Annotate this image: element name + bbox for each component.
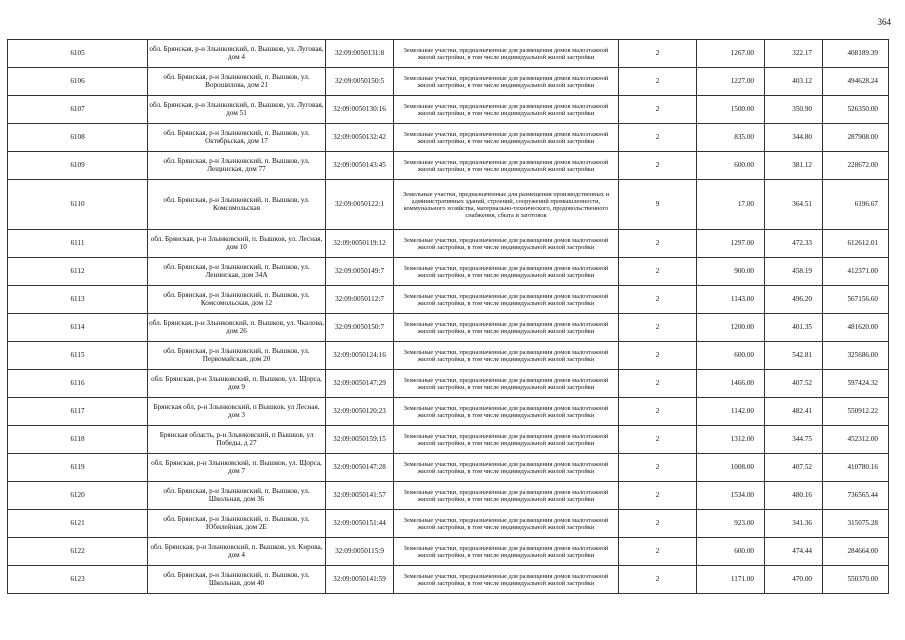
cadastral-number-cell: 32:09:0050147:28: [326, 454, 394, 482]
area-cell: 1200.00: [697, 314, 765, 342]
cadastral-value-cell: 597424.32: [823, 370, 889, 398]
specific-value-cell: 407.52: [765, 454, 823, 482]
group-cell: 9: [619, 180, 697, 230]
group-cell: 2: [619, 258, 697, 286]
area-cell: 600.00: [697, 538, 765, 566]
group-cell: 2: [619, 40, 697, 68]
group-cell: 2: [619, 96, 697, 124]
specific-value-cell: 350.90: [765, 96, 823, 124]
specific-value-cell: 470.00: [765, 566, 823, 594]
permitted-use-cell: Земельные участки, предназначенные для размещения производственных и административных зданий, строений, сооружений промышленности, коммунального хозяйства, материально-технического, продовольственного снабжения, сбыта и заготовок: [394, 180, 619, 230]
group-cell: 2: [619, 230, 697, 258]
cadastral-value-cell: 612612.01: [823, 230, 889, 258]
area-cell: 1500.00: [697, 96, 765, 124]
area-cell: 1534.00: [697, 482, 765, 510]
permitted-use-cell: Земельные участки, предназначенные для размещения домов малоэтажной жилой застройки, в том числе индивидуальной жилой застройки: [394, 482, 619, 510]
permitted-use-cell: Земельные участки, предназначенные для размещения домов малоэтажной жилой застройки, в том числе индивидуальной жилой застройки: [394, 538, 619, 566]
row-number: 6105: [8, 40, 148, 68]
cadastral-number-cell: 32:09:0050151:44: [326, 510, 394, 538]
row-number: 6107: [8, 96, 148, 124]
cadastral-value-cell: 736565.44: [823, 482, 889, 510]
area-cell: 1267.00: [697, 40, 765, 68]
specific-value-cell: 322.17: [765, 40, 823, 68]
permitted-use-cell: Земельные участки, предназначенные для размещения домов малоэтажной жилой застройки, в том числе индивидуальной жилой застройки: [394, 124, 619, 152]
specific-value-cell: 496.20: [765, 286, 823, 314]
address-cell: обл. Брянская, р-н Злынковский, п. Вышков, ул. Октябрьская, дом 17: [148, 124, 326, 152]
row-number: 6109: [8, 152, 148, 180]
permitted-use-cell: Земельные участки, предназначенные для размещения домов малоэтажной жилой застройки, в том числе индивидуальной жилой застройки: [394, 566, 619, 594]
permitted-use-cell: Земельные участки, предназначенные для размещения домов малоэтажной жилой застройки, в том числе индивидуальной жилой застройки: [394, 342, 619, 370]
cadastral-number-cell: 32:09:0050141:59: [326, 566, 394, 594]
group-cell: 2: [619, 370, 697, 398]
address-cell: Брянская обл, р-н Злынковский, п Вышков, ул Лесная, дом 3: [148, 398, 326, 426]
table-row: [8, 286, 889, 314]
table-row: [8, 314, 889, 342]
table-row: [8, 398, 889, 426]
table-body: [8, 40, 889, 594]
permitted-use-cell: Земельные участки, предназначенные для размещения домов малоэтажной жилой застройки, в том числе индивидуальной жилой застройки: [394, 230, 619, 258]
cadastral-value-cell: 325686.00: [823, 342, 889, 370]
cadastral-number-cell: 32:09:0050115:9: [326, 538, 394, 566]
permitted-use-cell: Земельные участки, предназначенные для размещения домов малоэтажной жилой застройки, в том числе индивидуальной жилой застройки: [394, 454, 619, 482]
permitted-use-cell: Земельные участки, предназначенные для размещения домов малоэтажной жилой застройки, в том числе индивидуальной жилой застройки: [394, 286, 619, 314]
table-row: [8, 258, 889, 286]
group-cell: 2: [619, 68, 697, 96]
row-number: 6121: [8, 510, 148, 538]
table-row: [8, 230, 889, 258]
row-number: 6112: [8, 258, 148, 286]
address-cell: обл. Брянская, р-н Злынковский, п. Вышков, ул. Луговая, дом 51: [148, 96, 326, 124]
area-cell: 835.00: [697, 124, 765, 152]
specific-value-cell: 542.81: [765, 342, 823, 370]
address-cell: обл. Брянская, р-н Злынковский, п. Вышков, ул. Первомайская, дом 20: [148, 342, 326, 370]
specific-value-cell: 381.12: [765, 152, 823, 180]
cadastral-number-cell: 32:09:0050150:7: [326, 314, 394, 342]
address-cell: обл. Брянская, р-н Злынковский, п. Вышков, ул. Кирова, дом 4: [148, 538, 326, 566]
address-cell: обл. Брянская, р-н Злынковский, п. Вышков, ул. Чкалова, дом 26: [148, 314, 326, 342]
address-cell: обл. Брянская, р-н Злынковский, п. Вышков, ул. Юбилейная, дом 2Е: [148, 510, 326, 538]
table-row: [8, 510, 889, 538]
row-number: 6123: [8, 566, 148, 594]
table-row: [8, 342, 889, 370]
specific-value-cell: 341.36: [765, 510, 823, 538]
permitted-use-cell: Земельные участки, предназначенные для размещения домов малоэтажной жилой застройки, в том числе индивидуальной жилой застройки: [394, 68, 619, 96]
specific-value-cell: 407.52: [765, 370, 823, 398]
permitted-use-cell: Земельные участки, предназначенные для размещения домов малоэтажной жилой застройки, в том числе индивидуальной жилой застройки: [394, 40, 619, 68]
cadastral-value-cell: 412371.00: [823, 258, 889, 286]
group-cell: 2: [619, 152, 697, 180]
permitted-use-cell: Земельные участки, предназначенные для размещения домов малоэтажной жилой застройки, в том числе индивидуальной жилой застройки: [394, 258, 619, 286]
cadastral-number-cell: 32:09:0050150:5: [326, 68, 394, 96]
cadastral-value-cell: 494628.24: [823, 68, 889, 96]
group-cell: 2: [619, 566, 697, 594]
group-cell: 2: [619, 538, 697, 566]
specific-value-cell: 458.19: [765, 258, 823, 286]
cadastral-value-cell: 410780.16: [823, 454, 889, 482]
specific-value-cell: 403.12: [765, 68, 823, 96]
specific-value-cell: 482.41: [765, 398, 823, 426]
area-cell: 600.00: [697, 152, 765, 180]
area-cell: 600.00: [697, 342, 765, 370]
row-number: 6114: [8, 314, 148, 342]
specific-value-cell: 344.80: [765, 124, 823, 152]
table-row: [8, 180, 889, 230]
group-cell: 2: [619, 454, 697, 482]
cadastral-number-cell: 32:09:0050143:45: [326, 152, 394, 180]
group-cell: 2: [619, 482, 697, 510]
row-number: 6120: [8, 482, 148, 510]
table-row: [8, 426, 889, 454]
specific-value-cell: 472.33: [765, 230, 823, 258]
permitted-use-cell: Земельные участки, предназначенные для размещения домов малоэтажной жилой застройки, в том числе индивидуальной жилой застройки: [394, 370, 619, 398]
cadastral-number-cell: 32:09:0050132:42: [326, 124, 394, 152]
address-cell: обл. Брянская, р-н Злынковский, п. Вышков, ул. Лещинская, дом 77: [148, 152, 326, 180]
group-cell: 2: [619, 124, 697, 152]
group-cell: 2: [619, 314, 697, 342]
cadastral-value-cell: 481620.00: [823, 314, 889, 342]
cadastral-value-cell: 550912.22: [823, 398, 889, 426]
cadastral-number-cell: 32:09:0050130:16: [326, 96, 394, 124]
row-number: 6116: [8, 370, 148, 398]
permitted-use-cell: Земельные участки, предназначенные для размещения домов малоэтажной жилой застройки, в том числе индивидуальной жилой застройки: [394, 96, 619, 124]
cadastral-value-cell: 315075.28: [823, 510, 889, 538]
cadastral-number-cell: 32:09:0050120:23: [326, 398, 394, 426]
area-cell: 1312.00: [697, 426, 765, 454]
table-row: [8, 152, 889, 180]
area-cell: 1143.00: [697, 286, 765, 314]
table-row: [8, 538, 889, 566]
group-cell: 2: [619, 398, 697, 426]
row-number: 6115: [8, 342, 148, 370]
cadastral-number-cell: 32:09:0050147:29: [326, 370, 394, 398]
row-number: 6106: [8, 68, 148, 96]
cadastral-number-cell: 32:09:0050119:12: [326, 230, 394, 258]
specific-value-cell: 364.51: [765, 180, 823, 230]
address-cell: обл. Брянская, р-н Злынковский, п. Вышков, ул. Комсомольская: [148, 180, 326, 230]
cadastral-number-cell: 32:09:0050112:7: [326, 286, 394, 314]
page-number: 364: [877, 17, 891, 27]
address-cell: обл. Брянская, р-н Злынковский, п. Вышков, ул. Школьная, дом 40: [148, 566, 326, 594]
cadastral-value-cell: 6196.67: [823, 180, 889, 230]
address-cell: обл. Брянская, р-н Злынковский, п. Вышков, ул. Комсомольская, дом 12: [148, 286, 326, 314]
table-row: [8, 68, 889, 96]
table-row: [8, 454, 889, 482]
specific-value-cell: 401.35: [765, 314, 823, 342]
area-cell: 1008.00: [697, 454, 765, 482]
specific-value-cell: 480.16: [765, 482, 823, 510]
address-cell: обл. Брянская, р-н Злынковский, п. Вышков, ул. Школьная, дом 36: [148, 482, 326, 510]
address-cell: обл. Брянская, р-н Злынковский, п. Вышков, ул. Щорса, дом 7: [148, 454, 326, 482]
specific-value-cell: 474.44: [765, 538, 823, 566]
cadastral-value-table: [7, 39, 889, 594]
cadastral-value-cell: 228672.00: [823, 152, 889, 180]
group-cell: 2: [619, 286, 697, 314]
table-row: [8, 566, 889, 594]
row-number: 6110: [8, 180, 148, 230]
permitted-use-cell: Земельные участки, предназначенные для размещения домов малоэтажной жилой застройки, в том числе индивидуальной жилой застройки: [394, 398, 619, 426]
cadastral-value-cell: 567156.60: [823, 286, 889, 314]
cadastral-value-cell: 452312.00: [823, 426, 889, 454]
address-cell: обл. Брянская, р-н Злынковский, п. Вышков, ул. Лесная, дом 10: [148, 230, 326, 258]
cadastral-value-cell: 550370.00: [823, 566, 889, 594]
table-row: [8, 96, 889, 124]
address-cell: Брянская область, р-н Злынковский, п Вышков, ул Победы, д 27: [148, 426, 326, 454]
area-cell: 1297.00: [697, 230, 765, 258]
row-number: 6111: [8, 230, 148, 258]
cadastral-number-cell: 32:09:0050141:57: [326, 482, 394, 510]
table-row: [8, 370, 889, 398]
area-cell: 17.00: [697, 180, 765, 230]
row-number: 6118: [8, 426, 148, 454]
cadastral-value-cell: 408189.39: [823, 40, 889, 68]
row-number: 6117: [8, 398, 148, 426]
permitted-use-cell: Земельные участки, предназначенные для размещения домов малоэтажной жилой застройки, в том числе индивидуальной жилой застройки: [394, 314, 619, 342]
row-number: 6119: [8, 454, 148, 482]
cadastral-number-cell: 32:09:0050159:15: [326, 426, 394, 454]
address-cell: обл. Брянская, р-н Злынковский, п. Вышков, ул. Луговая, дом 4: [148, 40, 326, 68]
area-cell: 900.00: [697, 258, 765, 286]
cadastral-value-cell: 287908.00: [823, 124, 889, 152]
area-cell: 1466.00: [697, 370, 765, 398]
cadastral-value-cell: 526350.00: [823, 96, 889, 124]
specific-value-cell: 344.75: [765, 426, 823, 454]
cadastral-number-cell: 32:09:0050124:16: [326, 342, 394, 370]
area-cell: 1171.00: [697, 566, 765, 594]
area-cell: 1227.00: [697, 68, 765, 96]
group-cell: 2: [619, 342, 697, 370]
table-row: [8, 124, 889, 152]
cadastral-number-cell: 32:09:0050122:1: [326, 180, 394, 230]
address-cell: обл. Брянская, р-н Злынковский, п. Вышков, ул. Ворошилова, дом 21: [148, 68, 326, 96]
row-number: 6108: [8, 124, 148, 152]
table-row: [8, 40, 889, 68]
permitted-use-cell: Земельные участки, предназначенные для размещения домов малоэтажной жилой застройки, в том числе индивидуальной жилой застройки: [394, 152, 619, 180]
group-cell: 2: [619, 426, 697, 454]
table-row: [8, 482, 889, 510]
cadastral-number-cell: 32:09:0050131:8: [326, 40, 394, 68]
row-number: 6113: [8, 286, 148, 314]
address-cell: обл. Брянская, р-н Злынковский, п. Вышков, ул. Ленинская, дом 34А: [148, 258, 326, 286]
group-cell: 2: [619, 510, 697, 538]
area-cell: 1142.00: [697, 398, 765, 426]
permitted-use-cell: Земельные участки, предназначенные для размещения домов малоэтажной жилой застройки, в том числе индивидуальной жилой застройки: [394, 510, 619, 538]
area-cell: 923.00: [697, 510, 765, 538]
cadastral-number-cell: 32:09:0050149:7: [326, 258, 394, 286]
permitted-use-cell: Земельные участки, предназначенные для размещения домов малоэтажной жилой застройки, в том числе индивидуальной жилой застройки: [394, 426, 619, 454]
row-number: 6122: [8, 538, 148, 566]
cadastral-value-cell: 284664.00: [823, 538, 889, 566]
address-cell: обл. Брянская, р-н Злынковский, п. Вышков, ул. Щорса, дом 9: [148, 370, 326, 398]
